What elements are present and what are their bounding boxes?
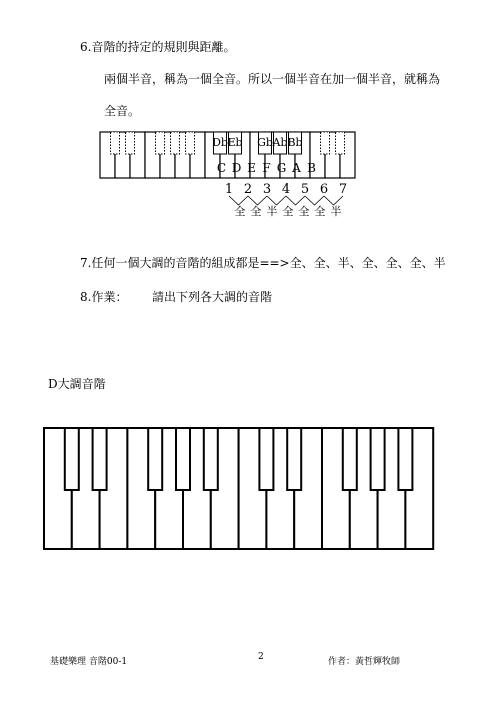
footer-left: 基礎樂理 音階00-1	[50, 657, 128, 667]
section6-paragraph-line1: 兩個半音，稱為一個全音。所以一個半音在加一個半音，就稱為	[104, 72, 441, 86]
black-key	[204, 428, 218, 490]
white-key-label: C	[216, 161, 227, 175]
black-key	[93, 428, 107, 490]
white-key-label: B	[307, 161, 316, 175]
black-key-label: Gb	[257, 136, 273, 149]
interval-arrow	[229, 196, 248, 205]
keyboard-diagram-1	[100, 132, 355, 218]
black-key	[398, 428, 412, 490]
white-key-label: E	[247, 161, 256, 175]
black-key	[65, 428, 79, 490]
black-key	[176, 428, 190, 490]
interval-label: 全	[250, 205, 262, 218]
interval-arrow	[324, 196, 343, 205]
black-key	[126, 132, 135, 154]
degree-number: 1	[224, 182, 234, 197]
degree-number: 4	[281, 182, 291, 197]
white-key-label: A	[292, 161, 301, 175]
black-key	[186, 132, 195, 154]
degree-number: 5	[300, 182, 310, 197]
black-key	[148, 428, 162, 490]
black-key	[321, 132, 330, 154]
black-key-label: Db	[212, 136, 228, 149]
black-key	[156, 132, 165, 154]
black-key-label: Bb	[287, 136, 303, 149]
interval-label: 全	[234, 205, 246, 218]
degree-number: 2	[243, 182, 253, 197]
black-key	[111, 132, 120, 154]
interval-label: 全	[282, 205, 294, 218]
footer-page-number: 2	[258, 652, 264, 662]
black-key	[287, 428, 301, 490]
section8-label: 8.作業：	[80, 290, 128, 304]
black-key	[259, 428, 273, 490]
white-key-label: G	[276, 161, 287, 175]
section7-text: 7.任何一個大調的音階的組成都是==>全、全、半、全、全、全、半	[80, 256, 446, 270]
white-key-label: F	[262, 161, 271, 175]
degree-number: 7	[338, 182, 348, 197]
interval-arrow	[267, 196, 286, 205]
section6-heading: 6.音階的持定的規則與距離。	[80, 40, 236, 54]
degree-number: 6	[319, 182, 329, 197]
interval-label: 全	[298, 205, 310, 218]
interval-label: 半	[330, 205, 342, 218]
black-key	[171, 132, 180, 154]
black-key	[343, 428, 357, 490]
section8-instruction: 請出下列各大調的音階	[152, 290, 273, 304]
footer-right: 作者：黃哲輝牧師	[328, 657, 401, 667]
interval-arrow	[305, 196, 324, 205]
white-key-label: D	[231, 161, 242, 175]
black-key	[336, 132, 345, 154]
interval-label: 全	[314, 205, 326, 218]
section6-paragraph-line2: 全音。	[104, 104, 141, 118]
interval-label: 半	[266, 205, 278, 218]
black-key	[371, 428, 385, 490]
black-key-label: Eb	[227, 136, 243, 149]
degree-number: 3	[262, 182, 272, 197]
keyboard-diagram-2-d-major	[44, 428, 433, 549]
exercise-title: D大調音階	[48, 377, 106, 391]
interval-arrow	[248, 196, 267, 205]
interval-arrow	[286, 196, 305, 205]
black-key-label: Ab	[272, 136, 288, 149]
